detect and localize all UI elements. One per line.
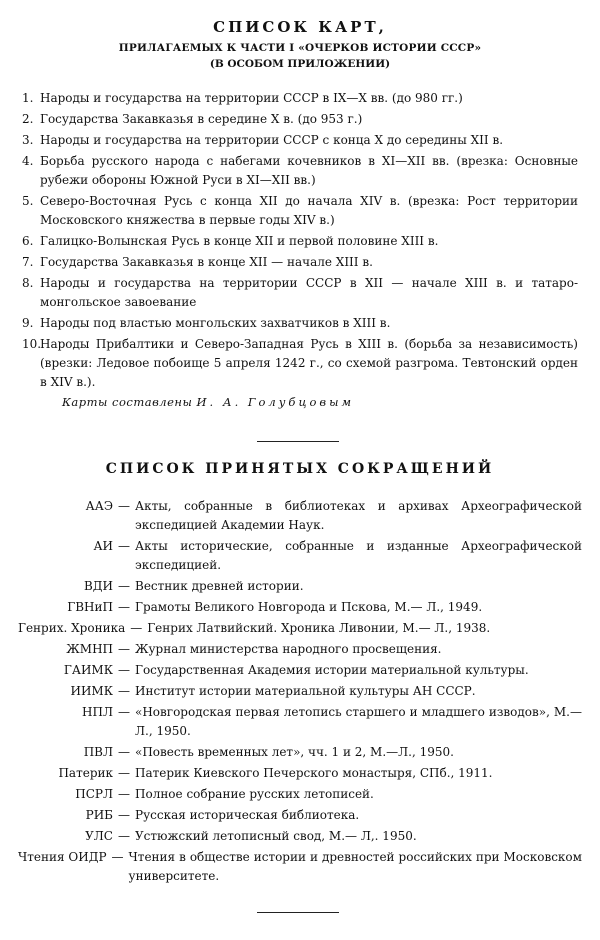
map-text: Северо-Восточная Русь с конца XII до начала XIV в. (врезка: Рост территории Московского княжества в первые годы XIV в.) <box>40 194 578 227</box>
abbreviation-entry <box>18 848 582 886</box>
map-item <box>22 335 578 392</box>
map-number: 8. <box>22 276 34 290</box>
abbreviation-key: АИ <box>93 539 113 553</box>
map-number: 10. <box>22 337 42 351</box>
map-item <box>22 192 578 230</box>
abbreviation-key: УЛС <box>85 829 113 843</box>
map-number: 1. <box>22 91 34 105</box>
credit-prefix: Карты составлены <box>62 395 193 409</box>
abbreviation-dash: — <box>118 539 130 553</box>
abbreviation-dash: — <box>118 705 130 719</box>
map-item <box>22 152 578 190</box>
abbreviation-text: Акты исторические, собранные и изданные Археографической экспедицией. <box>135 539 582 572</box>
abbreviation-dash: — <box>118 766 130 780</box>
abbreviations-title: СПИСОК ПРИНЯТЫХ СОКРАЩЕНИЙ <box>105 461 495 477</box>
abbreviation-entry <box>18 577 582 596</box>
map-text: Народы и государства на территории СССР с конца X до середины XII в. <box>40 133 504 147</box>
abbreviation-text: Полное собрание русских летописей. <box>135 787 374 801</box>
abbreviation-key: Генрих. Хроника <box>18 621 126 635</box>
abbreviation-entry <box>18 661 582 680</box>
abbreviation-text: Генрих Латвийский. Хроника Ливонии, М.— Л., 1938. <box>147 621 491 635</box>
maps-list <box>22 89 578 394</box>
abbreviation-dash: — <box>118 600 130 614</box>
section-divider <box>257 441 339 442</box>
abbreviation-entry <box>18 497 582 535</box>
abbreviation-entry <box>18 619 582 638</box>
map-text: Государства Закавказья в середине X в. (до 953 г.) <box>40 112 363 126</box>
section-divider <box>257 912 339 913</box>
credit-author: И. А. Голубцовым <box>196 395 354 409</box>
abbreviation-dash: — <box>118 745 130 759</box>
abbreviation-entry <box>18 764 582 783</box>
map-text: Галицко-Волынская Русь в конце XII и первой половине XIII в. <box>40 234 439 248</box>
maps-credit <box>62 395 354 409</box>
abbreviation-text: «Повесть временных лет», чч. 1 и 2, М.—Л., 1950. <box>135 745 454 759</box>
map-number: 9. <box>22 316 34 330</box>
map-item <box>22 89 578 108</box>
map-item <box>22 232 578 251</box>
abbreviation-dash: — <box>118 579 130 593</box>
abbreviation-dash: — <box>118 499 130 513</box>
abbreviation-text: Институт истории материальной культуры АН СССР. <box>135 684 476 698</box>
abbreviation-entry <box>18 598 582 617</box>
abbreviation-text: Государственная Академия истории материальной культуры. <box>135 663 529 677</box>
abbreviation-key: Чтения ОИДР <box>18 850 107 864</box>
map-text: Борьба русского народа с набегами кочевников в XI—XII вв. (врезка: Основные рубежи обороны Южной Руси в XI—XII вв.) <box>40 154 578 187</box>
map-number: 5. <box>22 194 34 208</box>
abbreviation-dash: — <box>118 663 130 677</box>
abbreviation-entry <box>18 785 582 804</box>
map-number: 2. <box>22 112 34 126</box>
map-number: 3. <box>22 133 34 147</box>
abbreviation-key: ГАИМК <box>63 663 113 677</box>
map-text: Народы и государства на территории СССР в IX—X вв. (до 980 гг.) <box>40 91 463 105</box>
abbreviation-text: Устюжский летописный свод, М.— Л,. 1950. <box>135 829 417 843</box>
map-number: 7. <box>22 255 34 269</box>
map-text: Государства Закавказья в конце XII — начале XIII в. <box>40 255 373 269</box>
abbreviation-dash: — <box>118 684 130 698</box>
abbreviation-entry <box>18 682 582 701</box>
map-number: 6. <box>22 234 34 248</box>
map-number: 4. <box>22 154 34 168</box>
abbreviation-dash: — <box>118 808 130 822</box>
abbreviation-text: Грамоты Великого Новгорода и Пскова, М.— Л., 1949. <box>135 600 483 614</box>
maps-list-subtitle: ПРИЛАГАЕМЫХ К ЧАСТИ I «ОЧЕРКОВ ИСТОРИИ СССР» <box>118 42 482 54</box>
map-text: Народы Прибалтики и Северо-Западная Русь в XIII в. (борьба за независимость) (врезки: Ледовое побоище 5 апреля 1242 г., со схемой разгрома. Тевтонский орден в XIV в.). <box>40 337 578 389</box>
abbreviation-text: Вестник древней истории. <box>135 579 304 593</box>
abbreviation-key: ПСРЛ <box>75 787 113 801</box>
abbreviation-key: ИИМК <box>70 684 113 698</box>
map-item <box>22 253 578 272</box>
map-text: Народы под властью монгольских захватчиков в XIII в. <box>40 316 391 330</box>
abbreviation-key: РИБ <box>85 808 113 822</box>
abbreviation-dash: — <box>118 829 130 843</box>
abbreviation-text: Журнал министерства народного просвещения. <box>135 642 442 656</box>
abbreviation-key: ААЭ <box>85 499 113 513</box>
map-item <box>22 110 578 129</box>
abbreviation-entry <box>18 640 582 659</box>
maps-list-title: СПИСОК КАРТ, <box>213 18 387 36</box>
abbreviation-key: ПВЛ <box>83 745 113 759</box>
abbreviation-entry <box>18 703 582 741</box>
abbreviations-list <box>18 497 582 888</box>
abbreviation-key: НПЛ <box>82 705 113 719</box>
abbreviation-key: ВДИ <box>83 579 113 593</box>
abbreviation-key: ГВНиП <box>67 600 113 614</box>
abbreviation-entry <box>18 537 582 575</box>
abbreviation-key: Патерик <box>58 766 113 780</box>
maps-list-note: (В ОСОБОМ ПРИЛОЖЕНИИ) <box>209 58 391 70</box>
abbreviation-text: Чтения в обществе истории и древностей российских при Московском университете. <box>128 850 582 883</box>
map-item <box>22 131 578 150</box>
abbreviation-text: «Новгородская первая летопись старшего и младшего изводов», М.— Л., 1950. <box>135 705 582 738</box>
abbreviation-key: ЖМНП <box>66 642 113 656</box>
map-item <box>22 274 578 312</box>
abbreviation-dash: — <box>130 621 143 635</box>
abbreviation-text: Акты, собранные в библиотеках и архивах Археографической экспедицией Академии Наук. <box>135 499 582 532</box>
abbreviation-dash: — <box>118 642 130 656</box>
abbreviation-text: Русская историческая библиотека. <box>135 808 360 822</box>
abbreviation-dash: — <box>118 787 130 801</box>
map-text: Народы и государства на территории СССР в XII — начале XIII в. и татаро-монгольское завоевание <box>40 276 578 309</box>
abbreviation-text: Патерик Киевского Печерского монастыря, СПб., 1911. <box>135 766 493 780</box>
abbreviation-entry <box>18 743 582 762</box>
abbreviation-entry <box>18 806 582 825</box>
map-item <box>22 314 578 333</box>
abbreviation-dash: — <box>111 850 124 864</box>
abbreviation-entry <box>18 827 582 846</box>
